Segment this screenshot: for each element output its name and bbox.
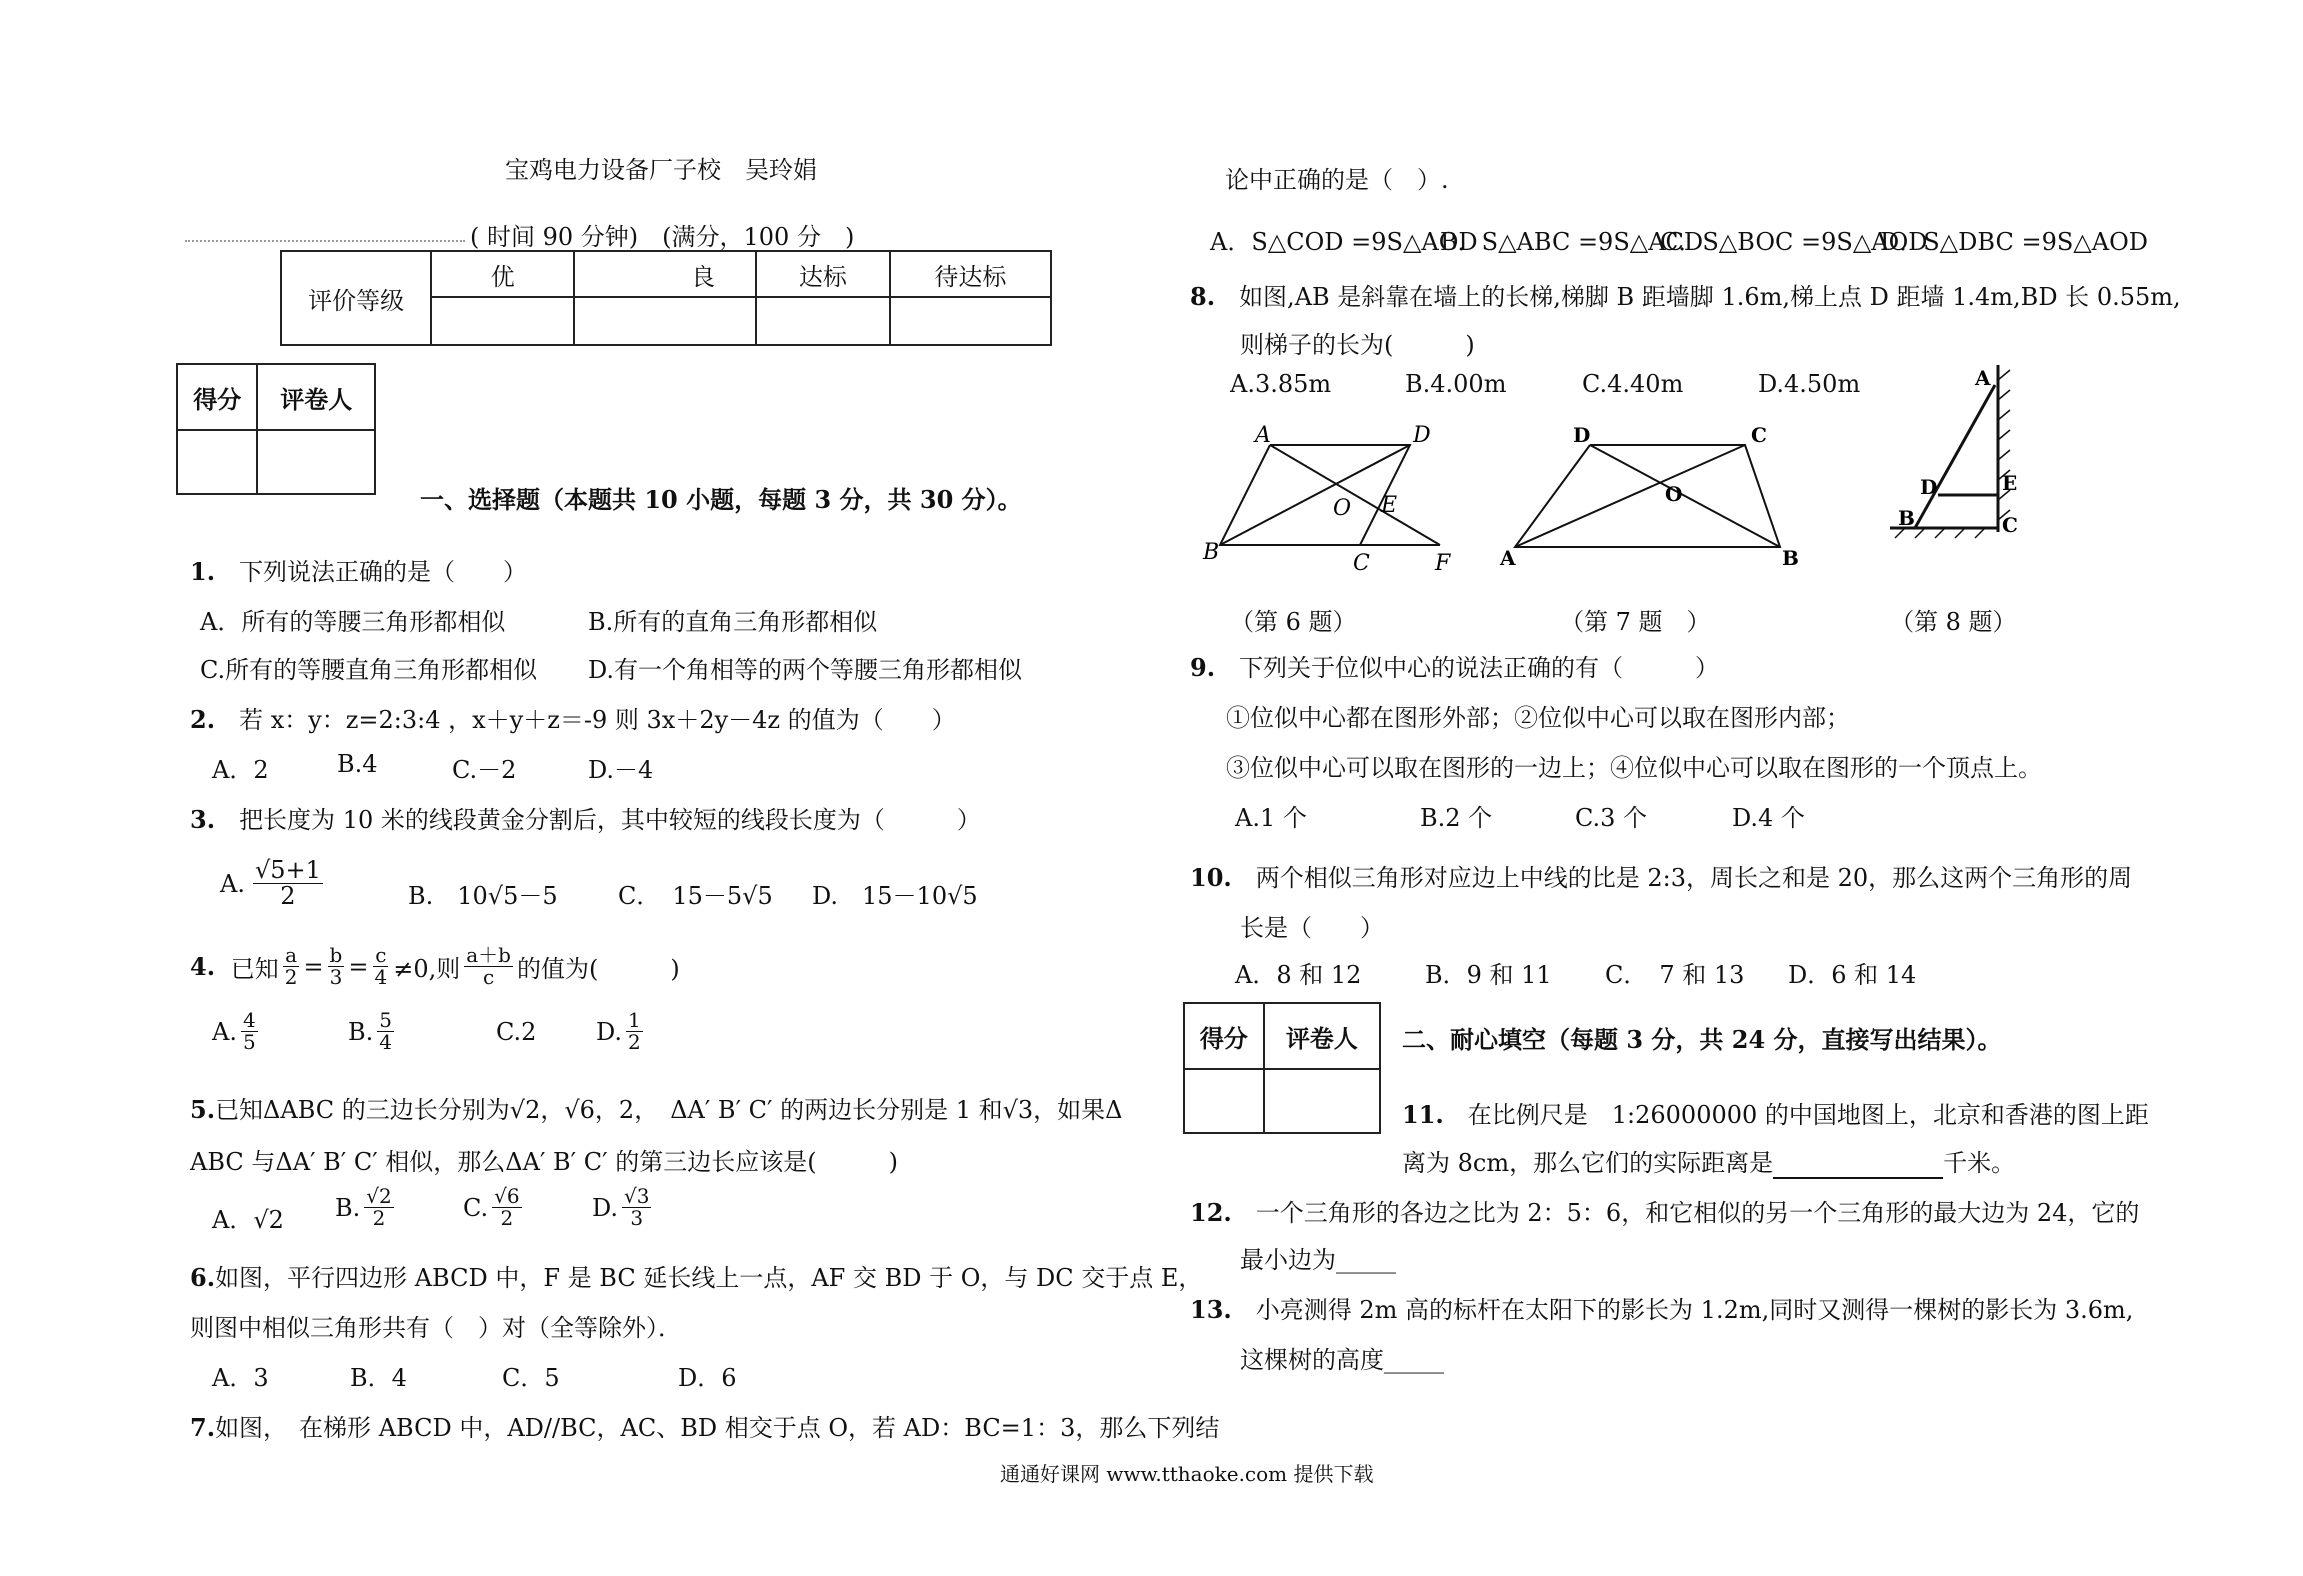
q11-answer-blank[interactable] <box>1773 1149 1943 1179</box>
f7-label-c: C <box>1751 423 1767 447</box>
q6-opt-d: D．6 <box>678 1364 737 1392</box>
q1-stem: 1. 下列说法正确的是（ ） <box>190 557 528 586</box>
q5-line2: ABC 与ΔA′ B′ C′ 相似，那么ΔA′ B′ C′ 的第三边长应该是( ) <box>190 1148 898 1176</box>
score-label-2: 得分 <box>1184 1003 1264 1069</box>
q12-line2: 最小边为_____ <box>1240 1246 1396 1274</box>
q10-line1: 10. 两个相似三角形对应边上中线的比是 2:3，周长之和是 20，那么这两个三角形的周 <box>1190 863 2133 892</box>
q8-line1: 8. 如图,AB 是斜靠在墙上的长梯,梯脚 B 距墙脚 1.6m,梯上点 D 距墙 1.4m,BD 长 0.55m, <box>1190 282 2181 311</box>
f6-label-e: E <box>1381 493 1398 518</box>
q4-opt-c: C.2 <box>496 1018 537 1046</box>
fig6-caption: （第 6 题） <box>1230 608 1357 636</box>
q2-opt-a: A．2 <box>212 756 269 784</box>
q7-line1: 7.如图， 在梯形 ABCD 中，AD//BC，AC、BD 相交于点 O，若 AD：BC=1：3，那么下列结 <box>190 1413 1220 1442</box>
q11-line2: 离为 8cm，那么它们的实际距离是 千米。 <box>1402 1149 2016 1177</box>
fig7-caption: （第 7 题 ） <box>1560 608 1711 636</box>
section1-title: 一、选择题（本题共 10 小题，每题 3 分，共 30 分）。 <box>420 485 1022 514</box>
grade-good: 良 <box>574 251 756 297</box>
grade-below: 待达标 <box>890 251 1051 297</box>
f6-label-o: O <box>1333 496 1352 521</box>
q6-opt-a: A．3 <box>212 1364 269 1392</box>
q10-line2: 长是（ ） <box>1240 914 1384 942</box>
q4-stem: 4. 已知 $\frac{a}{2}$ = $\frac{b}{3}$ = $\frac{c}{4}$ ≠0,则 $\frac{a+b}{c}$ 的值为( ) <box>190 943 680 989</box>
q9-line2: ③位似中心可以取在图形的一边上；④位似中心可以取在图形的一个顶点上。 <box>1226 754 2042 782</box>
rating-table <box>280 250 1052 346</box>
f6-label-f: F <box>1435 551 1451 576</box>
q10-opt-c: C． 7 和 13 <box>1605 961 1745 989</box>
q10-opt-d: D．6 和 14 <box>1788 961 1917 989</box>
f6-label-d: D <box>1413 423 1431 448</box>
q8-opt-b: B.4.00m <box>1405 370 1507 398</box>
q2-opt-c: C.－2 <box>452 756 517 784</box>
section2-title: 二、耐心填空（每题 3 分，共 24 分，直接写出结果）。 <box>1402 1025 2002 1054</box>
f6-label-b: B <box>1203 540 1220 565</box>
f8-label-a: A <box>1975 366 1991 390</box>
q2-opt-d: D.－4 <box>588 756 654 784</box>
q5-opt-b: B. $\frac{√2}{2}$ <box>335 1184 392 1230</box>
q5-opt-c: C. $\frac{√6}{2}$ <box>463 1184 520 1230</box>
q3-opt-c: C． 15－5√5 <box>618 882 773 910</box>
q7-opt-b: B．S△ABC =9S△ACD <box>1440 228 1704 256</box>
q3-opt-a: A. $\frac{√5+1}{2}$ <box>220 856 321 911</box>
q5-line1: 5.已知ΔABC 的三边长分别为√2，√6，2， ΔA′ B′ C′ 的两边长分别是 1 和√3，如果Δ <box>190 1095 1123 1124</box>
f8-label-d: D <box>1920 475 1938 499</box>
q9-stem: 9. 下列关于位似中心的说法正确的有（ ） <box>1190 653 1720 682</box>
grader-label: 评卷人 <box>257 364 375 430</box>
q1-opt-d: D.有一个角相等的两个等腰三角形都相似 <box>588 656 1023 684</box>
f7-label-a: A <box>1500 546 1516 570</box>
grade-pass: 达标 <box>756 251 890 297</box>
q13-line2: 这棵树的高度_____ <box>1240 1346 1444 1374</box>
rating-label: 评价等级 <box>281 251 431 345</box>
score-box-2 <box>1183 1002 1381 1134</box>
q12-line1: 12. 一个三角形的各边之比为 2：5：6，和它相似的另一个三角形的最大边为 24，它的 <box>1190 1198 2140 1227</box>
q1-opt-c: C.所有的等腰直角三角形都相似 <box>200 656 538 684</box>
q9-opt-d: D.4 个 <box>1732 804 1805 832</box>
grader-label-2: 评卷人 <box>1264 1003 1380 1069</box>
q8-opt-d: D.4.50m <box>1758 370 1861 398</box>
q10-opt-b: B．9 和 11 <box>1425 961 1552 989</box>
q9-opt-c: C.3 个 <box>1575 804 1648 832</box>
q9-line1: ①位似中心都在图形外部；②位似中心可以取在图形内部； <box>1226 704 1850 732</box>
score-label: 得分 <box>177 364 257 430</box>
score-box-1 <box>176 363 376 495</box>
q3-stem: 3. 把长度为 10 米的线段黄金分割后，其中较短的线段长度为（ ） <box>190 805 981 834</box>
f7-label-b: B <box>1782 546 1799 570</box>
f7-label-d: D <box>1573 423 1591 447</box>
q4-opt-d: D. $\frac{1}{2}$ <box>596 1008 641 1054</box>
q8-opt-c: C.4.40m <box>1582 370 1684 398</box>
dotted-line <box>185 240 465 242</box>
grade-excellent: 优 <box>431 251 574 297</box>
q7-opt-d: D．S△DBC =9S△AOD <box>1880 228 2148 256</box>
q1-opt-b: B.所有的直角三角形都相似 <box>588 608 878 636</box>
fig8-caption: （第 8 题） <box>1890 608 2017 636</box>
q2-stem: 2. 若 x：y：z=2:3:4 ，x＋y＋z＝-9 则 3x＋2y－4z 的值为（ ） <box>190 705 956 734</box>
school-author: 宝鸡电力设备厂子校 吴玲娟 <box>505 156 817 184</box>
q9-opt-b: B.2 个 <box>1420 804 1493 832</box>
q7-opt-a: A．S△COD =9S△AOD <box>1210 228 1478 256</box>
q5-opt-d: D. $\frac{√3}{3}$ <box>592 1184 650 1230</box>
q5-opt-a: A．√2 <box>212 1206 284 1234</box>
q7-line2: 论中正确的是（ ）. <box>1225 166 1449 194</box>
f7-label-o: O <box>1665 482 1683 506</box>
q3-opt-b: B. 10√5－5 <box>408 882 558 910</box>
f6-label-c: C <box>1353 551 1370 576</box>
q2-opt-b: B.4 <box>337 750 378 778</box>
f6-label-a: A <box>1255 423 1271 448</box>
q8-opt-a: A.3.85m <box>1230 370 1332 398</box>
q3-opt-d: D. 15－10√5 <box>812 882 978 910</box>
q11-line1: 11. 在比例尺是 1:26000000 的中国地图上，北京和香港的图上距 <box>1402 1100 2149 1129</box>
time-score: ( 时间 90 分钟) (满分，100 分 ) <box>470 223 855 251</box>
q6-opt-b: B．4 <box>350 1364 407 1392</box>
q7-opt-c: C．S△BOC =9S△AOD <box>1660 228 1928 256</box>
f8-label-b: B <box>1898 506 1915 530</box>
q6-line2: 则图中相似三角形共有（ ）对（全等除外）． <box>190 1314 682 1342</box>
f8-label-c: C <box>2002 513 2018 537</box>
figure-6 <box>1195 425 1465 575</box>
q10-opt-a: A．8 和 12 <box>1235 961 1362 989</box>
q8-line2: 则梯子的长为( ) <box>1240 331 1475 359</box>
q4-opt-a: A. $\frac{4}{5}$ <box>212 1008 256 1054</box>
q6-opt-c: C．5 <box>502 1364 560 1392</box>
q13-line1: 13. 小亮测得 2m 高的标杆在太阳下的影长为 1.2m,同时又测得一棵树的影长为 3.6m, <box>1190 1295 2134 1324</box>
q9-opt-a: A.1 个 <box>1235 804 1307 832</box>
q4-opt-b: B. $\frac{5}{4}$ <box>348 1008 392 1054</box>
figure-7 <box>1495 423 1799 575</box>
footer: 通通好课网 www.tthaoke.com 提供下载 <box>1000 1462 1374 1486</box>
q6-line1: 6.如图，平行四边形 ABCD 中，F 是 BC 延长线上一点，AF 交 BD 于 O，与 DC 交于点 E， <box>190 1263 1203 1292</box>
f8-label-e: E <box>2002 471 2018 495</box>
figure-8 <box>1880 360 2020 545</box>
q1-opt-a: A．所有的等腰三角形都相似 <box>200 608 506 636</box>
